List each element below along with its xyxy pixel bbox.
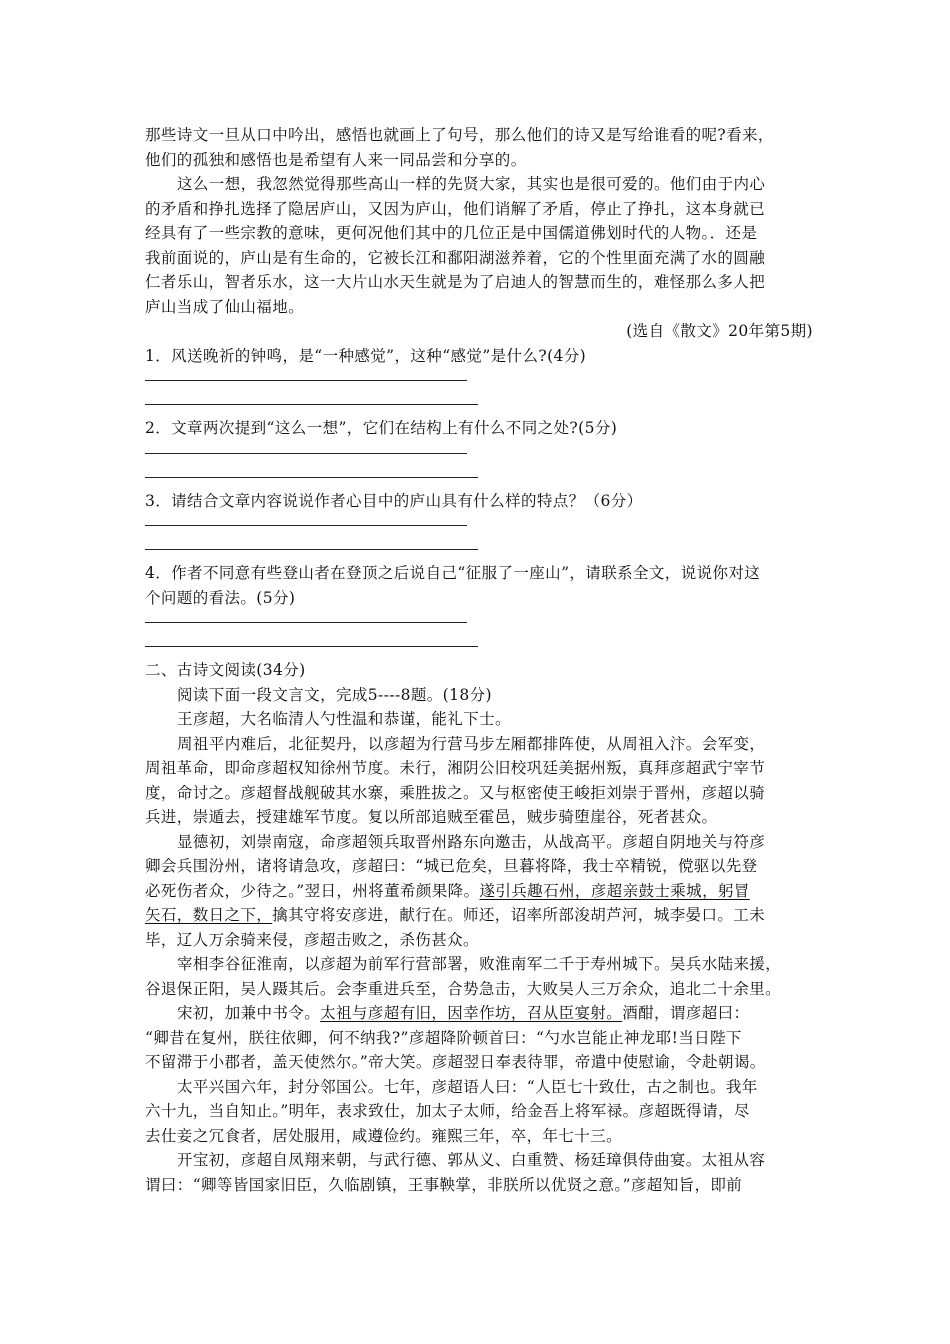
classical-line: 毕，辽人万余骑来侵，彦超击败之，杀伤甚众。 (145, 930, 479, 949)
section-title: 二、古诗文阅读(34分) (145, 661, 306, 679)
classical-line: 兵进，崇遁去，授建雄军节度。复以所部追贼至霍邑，贼步骑堕崖谷，死者甚众。 (145, 808, 718, 826)
answer-line[interactable] (145, 441, 813, 465)
essay-line: 他们的孤独和感悟也是希望有人来一同品尝和分享的。 (145, 150, 527, 169)
classical-line: 去仕妾之冗食者，居处服用，咸遵俭约。雍熙三年，卒，年七十三。 (145, 1126, 623, 1145)
underlined-sentence: 太祖与彦超有旧，因幸作坊，召从臣宴射。 (320, 1004, 623, 1022)
classical-line: 谓曰：“卿等皆国家旧臣，久临剧镇，王事鞅掌，非朕所以优贤之意。”彦超知旨，即前 (145, 1175, 743, 1194)
underlined-sentence: 矢石，数日之下， (145, 906, 273, 924)
plain-text: 必死伤者众，少待之。”翌日，州将董希颜果降。 (145, 881, 480, 900)
answer-line[interactable] (145, 513, 813, 537)
instruction: 阅读下面一段文言文，完成5----8题。(18分) (177, 685, 492, 704)
classical-line: 太平兴国六年，封分邻国公。七年，彦超语人曰：“人臣七十致仕，古之制也。我年 (177, 1077, 758, 1096)
answer-line[interactable] (145, 392, 813, 416)
classical-line (145, 879, 813, 904)
classical-line: 不留滞于小郡者，盖天使然尔。”帝大笑。彦超翌日奉表待罪，帝遣中使慰谕，令赴朝谒。 (145, 1053, 766, 1071)
classical-line (145, 1001, 813, 1026)
answer-line[interactable] (145, 368, 813, 392)
essay-line: 那些诗文一旦从口中吟出，感悟也就画上了句号，那么他们的诗又是写给谁看的呢?看来， (145, 126, 774, 144)
plain-text: 酒酣，谓彦超曰： (622, 1004, 750, 1022)
classical-line: 周祖平内难后，北征契丹，以彦超为行营马步左厢都排阵使，从周祖入汴。会军变， (177, 734, 766, 753)
answer-line[interactable] (145, 465, 813, 489)
classical-line: 宰相李谷征淮南，以彦超为前军行营部署，败淮南军二千于寿州城下。吴兵水陆来援， (177, 955, 782, 973)
essay-line: 这么一想，我忽然觉得那些高山一样的先贤大家，其实也是很可爱的。他们由于内心 (177, 175, 766, 193)
underlined-sentence: 遂引兵趣石州，彦超亲鼓士乘城，躬冒 (479, 881, 750, 900)
question-4: 4．作者不同意有些登山者在登顶之后说自己“征服了一座山”，请联系全文，说说你对这 (145, 564, 761, 582)
classical-line: 卿会兵围汾州，诸将请急攻，彦超曰：“城已危矣，旦暮将降，我士卒精锐，傥驱以先登 (145, 857, 758, 875)
essay-line: 经具有了一些宗教的意味，更何况他们其中的几位正是中国儒道佛划时代的人物。．还是 (145, 224, 758, 242)
plain-text: 宋初，加兼中书令。 (177, 1004, 321, 1022)
question-3: 3．请结合文章内容说说作者心目中的庐山具有什么样的特点？（6分） (145, 491, 643, 510)
classical-line: 度，命讨之。彦超督战舰破其水寨，乘胜拔之。又与枢密使王峻拒刘崇于晋州，彦超以骑 (145, 783, 766, 802)
question-1: 1．风送晚祈的钟鸣，是“一种感觉”，这种“感觉”是什么?(4分) (145, 346, 587, 365)
classical-line: 六十九，当自知止。”明年，表求致仕，加太子太师，给金吾上将军禄。彦超既得请，尽 (145, 1102, 750, 1120)
plain-text: 擒其守将安彦进，献行在。师还，诏率所部浚胡芦河，城李晏口。工未 (272, 906, 766, 924)
answer-line[interactable] (145, 537, 813, 561)
essay-line: 庐山当成了仙山福地。 (145, 297, 305, 316)
question-4-cont: 个问题的看法。(5分) (145, 588, 296, 607)
question-2: 2．文章两次提到“这么一想”，它们在结构上有什么不同之处?(5分) (145, 419, 618, 437)
classical-line: 周祖革命，即命彦超权知徐州节度。未行，湘阴公旧校巩廷美据州叛，真拜彦超武宁宰节 (145, 759, 766, 777)
answer-line[interactable] (145, 634, 813, 658)
classical-line: 显德初，刘崇南寇，命彦超领兵取晋州路东向邀击，从战高平。彦超自阴地关与符彦 (177, 832, 766, 851)
essay-line: 仁者乐山，智者乐水，这一大片山水天生就是为了启迪人的智慧而生的，难怪那么多人把 (145, 273, 766, 291)
answer-line[interactable] (145, 610, 813, 634)
essay-line: 的矛盾和挣扎选择了隐居庐山，又因为庐山，他们诮解了矛盾，停止了挣扎，这本身就已 (145, 199, 766, 218)
classical-line: 开宝初，彦超自凤翔来朝，与武行德、郭从义、白重赞、杨廷璋俱侍曲宴。太祖从容 (177, 1151, 766, 1169)
classical-line: 王彦超，大名临清人勺性温和恭谨，能礼下士。 (177, 710, 511, 728)
essay-line: 我前面说的，庐山是有生命的，它被长江和鄱阳湖滋养着，它的个性里面充满了水的圆融 (145, 248, 766, 267)
classical-line: 谷退保正阳，吴人蹑其后。会李重进兵至，合势急击，大败吴人三万余众，追北二十余里。 (145, 979, 782, 998)
page-content (145, 123, 813, 1197)
classical-line: “卿昔在复州，朕往依卿，何不纳我?”彦超降阶顿首曰：“勺水岂能止神龙耶!当日陛下 (145, 1028, 742, 1047)
classical-line (145, 903, 813, 928)
essay-source: (选自《散文》20年第5期) (626, 322, 813, 340)
